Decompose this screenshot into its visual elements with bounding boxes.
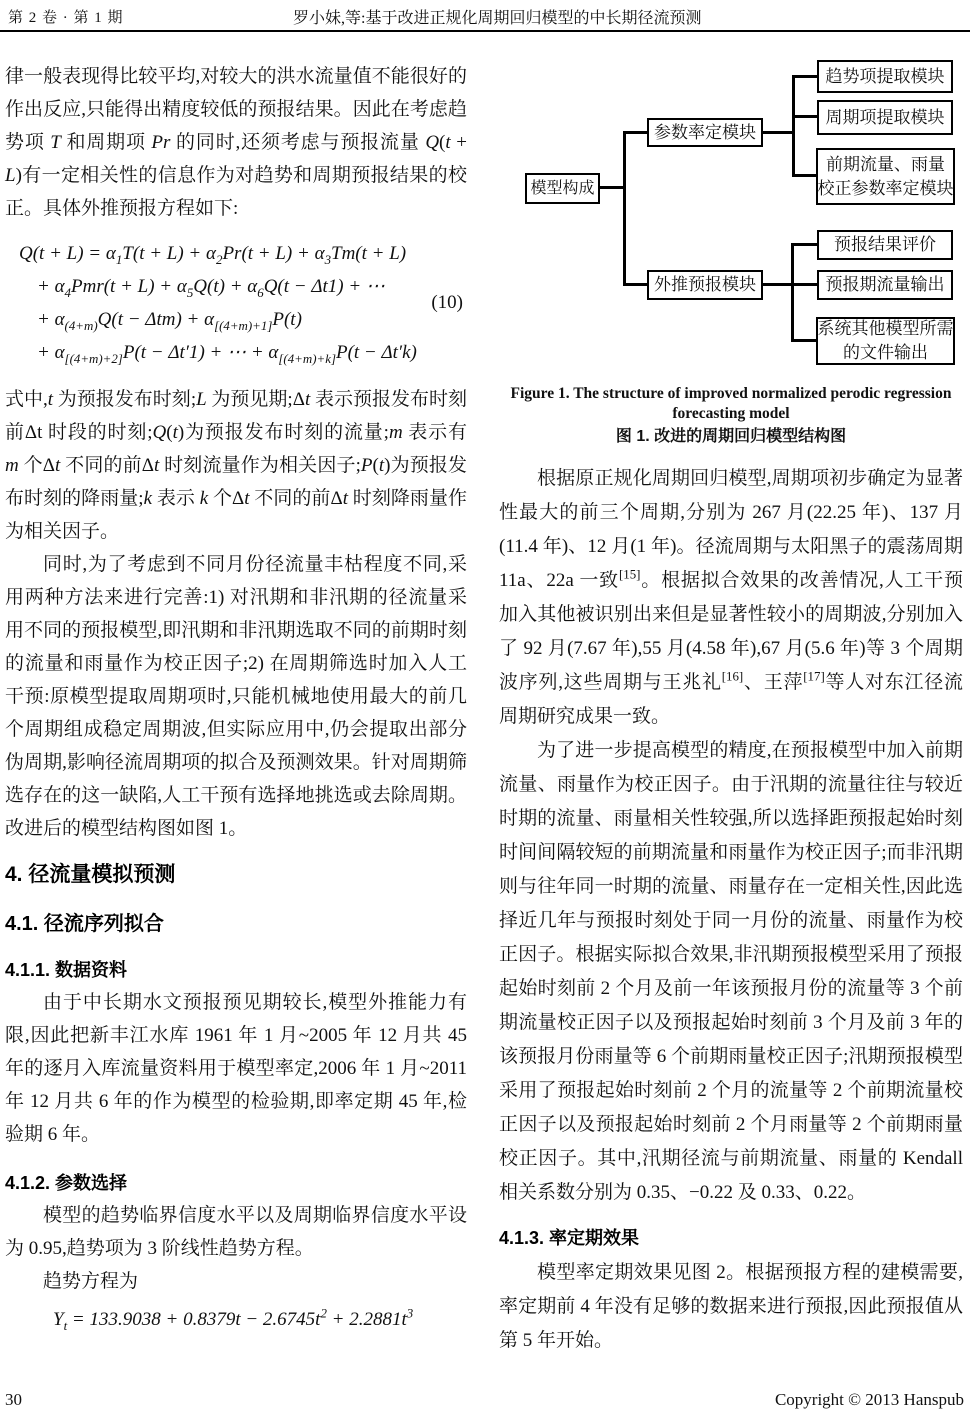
section-heading-4-1: 4.1. 径流序列拟合 <box>5 913 164 935</box>
node-forecast-result-evaluation <box>817 230 953 260</box>
running-title: 罗小妹,等:基于改进正规化周期回归模型的中长期径流预测 <box>293 10 702 27</box>
connector-line <box>623 131 647 134</box>
connector-line <box>623 131 626 286</box>
connector-line <box>623 283 647 286</box>
connector-line <box>791 243 817 246</box>
equation-number: (10) <box>431 292 463 313</box>
node-period-extraction-module <box>817 100 953 135</box>
node-label: 预报结果评价 <box>834 235 936 254</box>
header-rule <box>0 30 970 32</box>
connector-line <box>791 243 794 342</box>
trend-equation: $Y_t = 133.9038 + 0.8379t - 2.6745t^2 + 2.2881t^3$ <box>53 1305 414 1333</box>
node-correction-parameter-module <box>816 148 955 205</box>
node-system-file-output <box>816 317 955 365</box>
connector-line <box>792 174 816 177</box>
paragraph-methods: 同时,为了考虑到不同月份径流量丰枯程度不同,采用两种方法来进行完善:1) 对汛期和非汛期的径流量采用不同的预报模型,即汛期和非汛期选取不同的前期时刻的流量和雨量作为校正因子;2) 在周期筛选时加入人工干预:原模型提取周期项时,只能机械地使用最大的前几个周期组成稳定周期波,但实际应用中,仍会提取出部分伪周期,影响径流周期项的拟合及预测效果。针对周期筛选存在的这一缺陷,人工干预有选择地挑选或去除周期。改进后的模型结构图如图 1。 <box>5 554 467 839</box>
paragraph-calibration: 模型率定期效果见图 2。根据预报方程的建模需要,率定期前 4 年没有足够的数据来进行预报,因此预报值从第 5 年开始。 <box>499 1262 963 1351</box>
connector-line <box>791 283 817 286</box>
node-label-line2: 校正参数率定模块 <box>817 178 954 198</box>
copyright-notice: Copyright © 2013 Hanspub <box>774 1390 964 1409</box>
connector-line <box>763 283 794 286</box>
paragraph-notation: 式中,t 为预报发布时刻;L 为预见期;Δt 表示预报发布时刻前Δt 时段的时刻;Q(t)为预报发布时刻的流量;m 表示有 m 个Δt 不同的前Δt 时刻流量作为相关因子;P(t)为预报发布时刻的降雨量;k 表示 k 个Δt 不同的前Δt 时刻降雨量作为相关因子。 <box>5 389 468 542</box>
figure-caption-en-line2: forecasting model <box>672 405 790 422</box>
paragraph-correction-factors: 为了进一步提高模型的精度,在预报模型中加入前期流量、雨量作为校正因子。由于汛期的流量往往与较近时期的流量、雨量相关性较强,所以选择距预报起始时刻时间间隔较短的前期流量和雨量作为校正因子;而非汛期则与往年同一时期的流量、雨量存在一定相关性,因此选择近几年与预报时刻处于同一月份的流量、雨量作为校正因子。根据实际拟合效果,非汛期预报模型采用了预报起始时刻前 2 个月及前一年该预报月份的流量等 3 个前期流量校正因子以及预报起始时刻前 3 个月及前 3 年的该预报月份雨量等 6 个前期雨量校正因子;汛期预报模型采用了预报起始时刻前 2 个月的流量等 2 个前期流量校正因子以及预报起始时刻前 2 个月雨量等 2 个前期雨量校正因子。其中,汛期径流与前期流量、雨量的 Kendall 相关系数分别为 0.35、−0.22 及 0.33、0.22。 <box>499 740 963 1203</box>
node-label: 外推预报模块 <box>654 275 756 294</box>
paragraph-params: 模型的趋势临界信度水平以及周期临界信度水平设为 0.95,趋势项为 3 阶线性趋势方程。 <box>5 1205 467 1259</box>
node-label-line1: 系统其他模型所需 <box>817 319 954 338</box>
figure-1-flowchart <box>499 60 963 378</box>
equation-10-line-3: + $\alpha_{(4+m)}Q(t - \Delta tm) + \alpha_{[(4+m)+1]}P(t)$ <box>37 309 302 333</box>
connector-line <box>792 75 817 78</box>
node-label: 趋势项提取模块 <box>825 66 945 86</box>
equation-10-block <box>5 237 467 369</box>
connector-line <box>600 186 623 189</box>
paragraph-data: 由于中长期水文预报预见期较长,模型外推能力有限,因此把新丰江水库 1961 年 1 月~2005 年 12 月共 45 年的逐月入库流量资料用于模型率定,2006 年 1 月~2011 年 12 月共 6 年的作为模型的检验期,即率定期 45 年,检验期 6 年。 <box>5 992 467 1145</box>
section-heading-4-1-2: 4.1.2. 参数选择 <box>5 1173 128 1193</box>
node-trend-extraction-module <box>817 60 953 93</box>
journal-issue: 第 2 卷 · 第 1 期 <box>8 10 124 26</box>
paragraph-intro: 律一般表现得比较平均,对较大的洪水流量值不能很好的作出反应,只能得出精度较低的预报结果。因此在考虑趋势项 T 和周期项 Pr 的同时,还须考虑与预报流量 Q(t + L)有一定相关性的信息作为对趋势和周期预报结果的校正。具体外推预报方程如下: <box>5 66 467 219</box>
figure-caption-zh: 图 1. 改进的周期回归模型结构图 <box>615 428 847 445</box>
equation-10 <box>5 237 431 369</box>
connector-line <box>792 75 795 177</box>
node-label: 预报期流量输出 <box>825 275 945 294</box>
paragraph-periods: 根据原正规化周期回归模型,周期项初步确定为显著性最大的前三个周期,分别为 267 月(22.25 年)、137 月(11.4 年)、12 月(1 年)。径流周期与太阳黑子的震荡周期 11a、22a 一致[15]。根据拟合效果的改善情况,人工干预加入其他被识别出来但是显著性较小的周期波,分别加入了 92 月(7.67 年),55 月(4.58 年),67 月(5.6 年)等 3 个周期波序列,这些周期与王兆礼[16]、王萍[17]等人对东江径流周期研究成果一致。 <box>499 468 963 727</box>
left-column <box>5 60 467 1336</box>
connector-line <box>763 131 795 134</box>
node-label: 周期项提取模块 <box>825 107 945 127</box>
section-heading-4: 4. 径流量模拟预测 <box>5 863 176 886</box>
right-column <box>499 60 963 1358</box>
node-label: 参数率定模块 <box>654 122 756 142</box>
equation-10-line-4: + $\alpha_{[(4+m)+2]}P(t - \Delta t'1)$ + ⋯ + $\alpha_{[(4+m)+k]}P(t - \Delta t'k)$ <box>37 342 417 366</box>
node-forecast-flow-output <box>817 270 953 300</box>
figure-caption-en-line1: Figure 1. The structure of improved normalized perodic regression <box>510 385 952 402</box>
page-header <box>0 4 970 30</box>
equation-10-line-2: + $\alpha_4Pmr(t + L) + \alpha_5Q(t) + \alpha_6Q(t - \Delta t1)$ + ⋯ <box>37 276 385 300</box>
figure-1-caption <box>499 384 963 448</box>
connector-line <box>791 339 816 342</box>
node-extrapolation-forecast-module <box>647 270 763 300</box>
node-label: 模型构成 <box>530 179 595 197</box>
node-parameter-calibration-module <box>647 118 763 147</box>
node-label-line2: 的文件输出 <box>843 343 928 362</box>
page-number: 30 <box>5 1390 22 1409</box>
node-model-composition <box>525 173 600 204</box>
connector-line <box>792 115 817 118</box>
section-heading-4-1-1: 4.1.1. 数据资料 <box>5 960 128 980</box>
node-label-line1: 前期流量、雨量 <box>826 154 945 174</box>
section-heading-4-1-3: 4.1.3. 率定期效果 <box>499 1228 640 1248</box>
trend-equation-intro: 趋势方程为 <box>43 1271 139 1292</box>
equation-10-line-1: $Q(t + L) = \alpha_1T(t + L) + \alpha_2Pr(t + L) + \alpha_3Tm(t + L)$ <box>19 243 407 267</box>
